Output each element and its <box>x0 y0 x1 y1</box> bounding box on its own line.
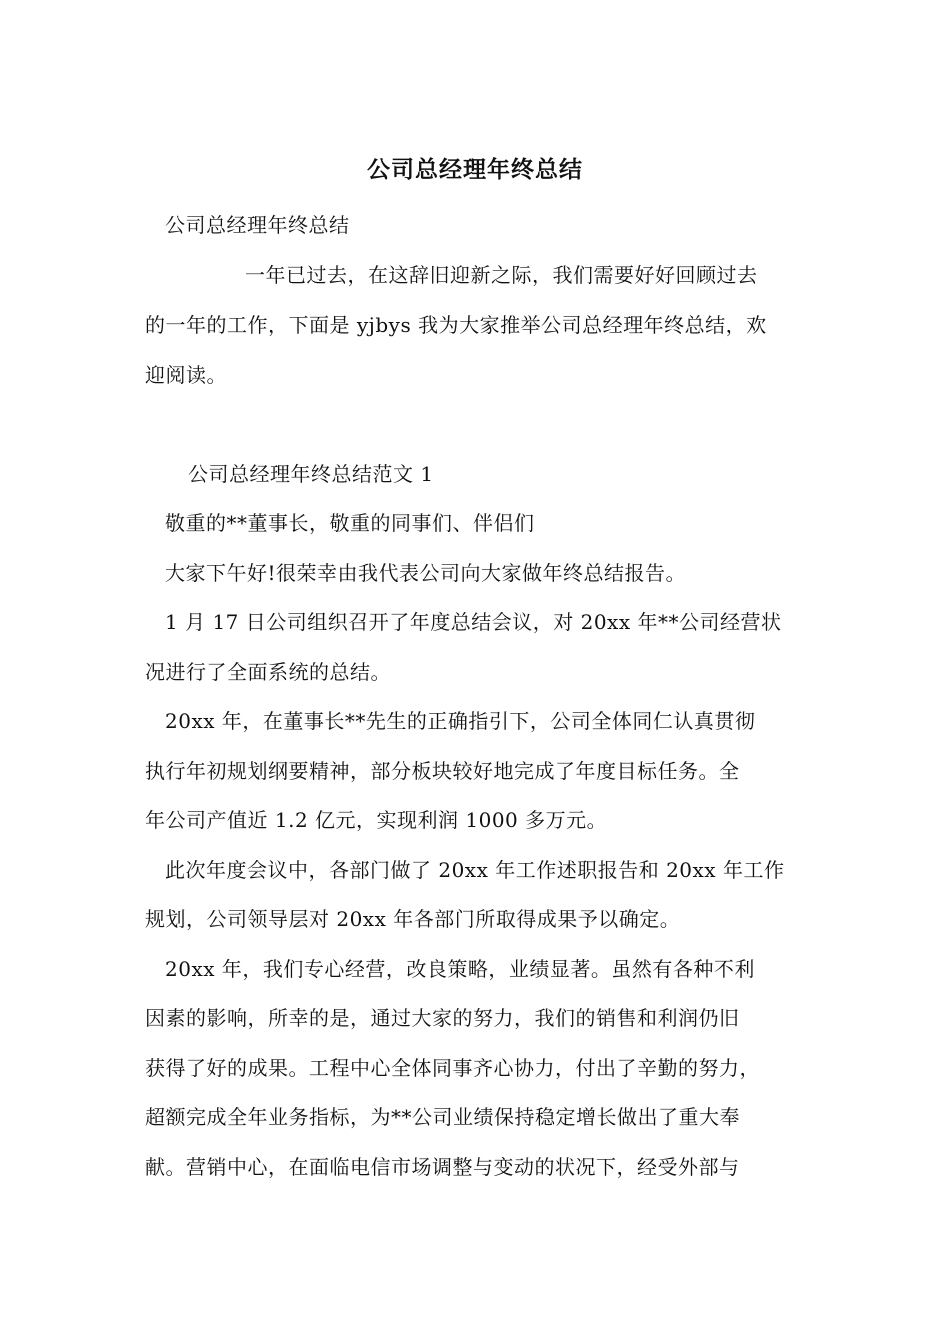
paragraph-line: 献。营销中心，在面临电信市场调整与变动的状况下，经受外部与 <box>145 1155 740 1179</box>
intro-line: 一年已过去，在这辞旧迎新之际，我们需要好好回顾过去 <box>245 263 758 287</box>
paragraph-line: 超额完成全年业务指标，为**公司业绩保持稳定增长做出了重大奉 <box>145 1105 740 1129</box>
paragraph-line: 执行年初规划纲要精神，部分板块较好地完成了年度目标任务。全 <box>145 759 740 783</box>
paragraph-line: 因素的影响，所幸的是，通过大家的努力，我们的销售和利润仍旧 <box>145 1006 740 1030</box>
subtitle-line: 公司总经理年终总结 <box>165 213 350 237</box>
intro-line: 的一年的工作，下面是 yjbys 我为大家推举公司总经理年终总结，欢 <box>145 313 767 337</box>
paragraph-line: 此次年度会议中，各部门做了 20xx 年工作述职报告和 20xx 年工作 <box>165 858 785 882</box>
intro-line: 迎阅读。 <box>145 363 227 387</box>
paragraph-line: 1 月 17 日公司组织召开了年度总结会议，对 20xx 年**公司经营状 <box>165 610 782 634</box>
paragraph-line: 大家下午好!很荣幸由我代表公司向大家做年终总结报告。 <box>165 561 687 585</box>
paragraph-line: 规划，公司领导层对 20xx 年各部门所取得成果予以确定。 <box>145 907 681 931</box>
paragraph-line: 况进行了全面系统的总结。 <box>145 660 391 684</box>
paragraph-line: 20xx 年，在董事长**先生的正确指引下，公司全体同仁认真贯彻 <box>165 709 756 733</box>
paragraph-line: 获得了好的成果。工程中心全体同事齐心协力，付出了辛勤的努力， <box>145 1056 760 1080</box>
document-title: 公司总经理年终总结 <box>367 156 583 183</box>
greeting-line: 敬重的**董事长，敬重的同事们、伴侣们 <box>165 511 535 535</box>
section-heading: 公司总经理年终总结范文 1 <box>188 462 434 486</box>
paragraph-line: 20xx 年，我们专心经营，改良策略，业绩显著。虽然有各种不利 <box>165 957 755 981</box>
paragraph-line: 年公司产值近 1.2 亿元，实现利润 1000 多万元。 <box>145 808 608 832</box>
